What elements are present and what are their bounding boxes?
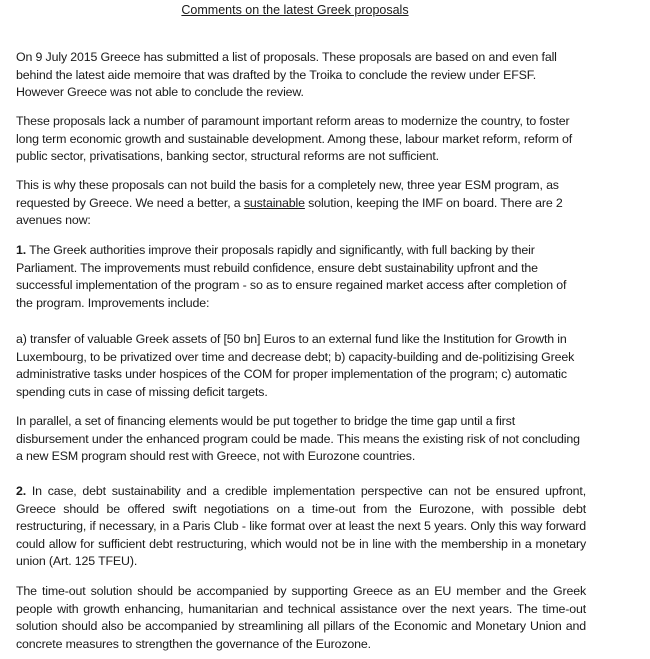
paragraph-lacking-reforms: These proposals lack a number of paramount important reform areas to modernize the country, to foster long term economic growth and sustainable development. Among these, labour market reform, reform of public sector, privatisations, banking sector, structural reforms are not sufficient.	[16, 114, 573, 164]
avenue-1-number: 1.	[16, 243, 27, 257]
paragraph-time-out-solution: The time-out solution should be accompanied by supporting Greece as an EU member and the Greek people with growth enhancing, humanitarian and technical assistance over the next years. The time-out solution should also be accompanied by streamlining all pillars of the Economic and Monetary Union and concrete measures to strengthen the governance of the Eurozone.	[16, 584, 586, 651]
paragraph-avenue-1	[16, 242, 586, 312]
avenue-2-number: 2.	[16, 484, 27, 498]
two-avenues-text-before: This is why these proposals can not build the basis for a completely new, three year ESM program, as requested by Greece. We need a better, a	[16, 178, 559, 210]
paragraph-improvements-list: a) transfer of valuable Greek assets of [50 bn] Euros to an external fund like the Institution for Growth in Luxembourg, to be privatized over time and decrease debt; b) capacity-building and de-politizising Greek administrative tasks under hospices of the COM for proper implementation of the program; c) automatic spending cuts in case of missing deficit targets.	[16, 332, 575, 399]
sustainable-underlined: sustainable	[243, 195, 305, 210]
avenue-2-text: In case, debt sustainability and a credible implementation perspective can not be ensured upfront, Greece should be offered swift negotiations on a time-out from the Eurozone, with possible debt restructuring, if necessary, in a Paris Club - like format over at least the next 5 years. Only this way forward could allow for sufficient debt restructuring, which would not be in line with the membership in a monetary union (Art. 125 TFEU).	[16, 484, 586, 569]
avenue-1-text: The Greek authorities improve their proposals rapidly and significantly, with full backing by their Parliament. The improvements must rebuild confidence, ensure debt sustainability upfront and the successful implementation of the program - so as to ensure regained market access after completion of the program. Improvements include:	[16, 243, 567, 310]
paragraph-intro: On 9 July 2015 Greece has submitted a list of proposals. These proposals are based on and even fall behind the latest aide memoire that was drafted by the Troika to conclude the review under EFSF. However Greece was not able to conclude the review.	[16, 50, 557, 100]
two-avenues-text-after: solution, keeping the IMF on board. There are 2 avenues now:	[16, 195, 563, 228]
paragraph-financing-bridge: In parallel, a set of financing elements would be put together to bridge the time gap until a first disbursement under the enhanced program could be made. This means the existing risk of not concluding a new ESM program should rest with Greece, not with Eurozone countries.	[16, 414, 580, 464]
document-title: Comments on the latest Greek proposals	[181, 3, 409, 17]
paragraph-two-avenues	[16, 177, 586, 230]
paragraph-avenue-2	[16, 483, 586, 571]
